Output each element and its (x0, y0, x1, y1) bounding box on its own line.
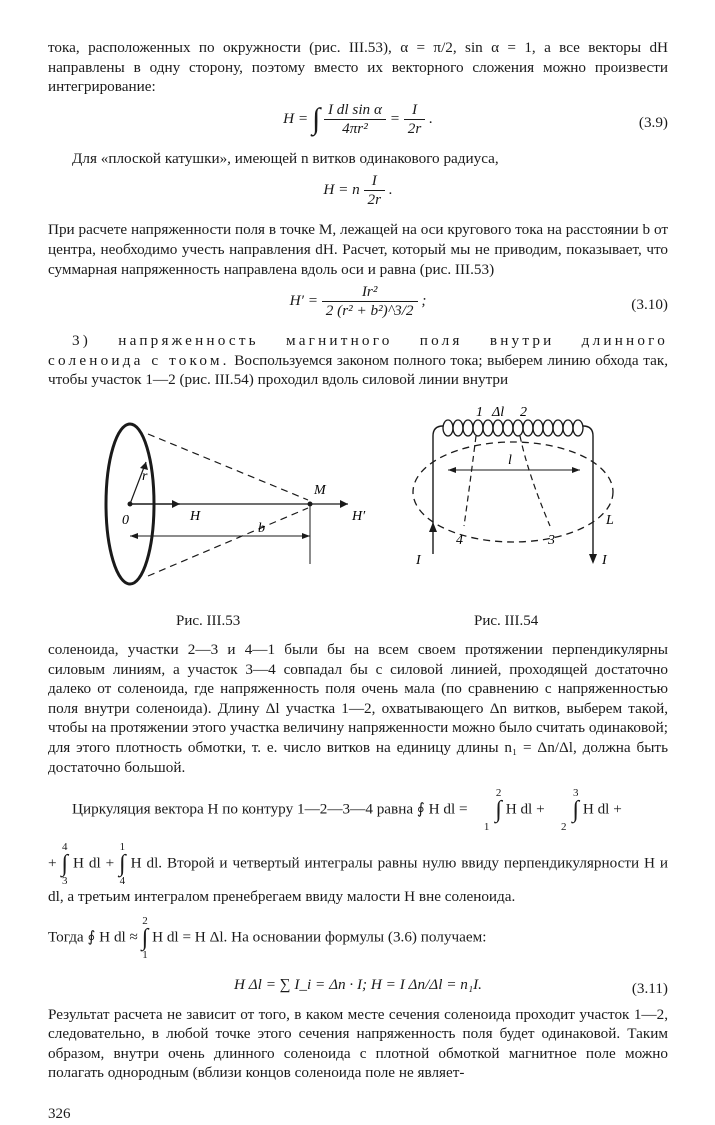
eq39-numerator-2: I (404, 101, 426, 120)
limit-bottom: 1 (142, 948, 148, 961)
fig54-label-3: 3 (548, 532, 555, 548)
circulation-text-d: H dl + (73, 854, 115, 872)
eq310-fraction (322, 283, 418, 320)
limit-top: 1 (119, 841, 126, 854)
fig54-label-l: l (508, 452, 512, 468)
equation-number-3-10: (3.10) (631, 296, 668, 314)
paragraph-4 (48, 331, 668, 390)
integral-4-1: 1 ∫ 4 (119, 841, 126, 888)
caption-fig-iii-54: Рис. III.54 (474, 612, 539, 629)
paragraph-2: Для «плоской катушки», имеющей n витков одинакового радиуса, (72, 149, 499, 167)
limit-top: 2 (495, 787, 502, 800)
fig54-label-L: L (606, 512, 614, 528)
fig53-label-r: r (142, 468, 148, 484)
eq310-denominator: 2 (r² + b²)^3/2 (325, 302, 414, 320)
paragraph-5: соленоида, участки 2—3 и 4—1 были бы на всем своем протяжении перпендикулярны силовым линиям, а участок 3—4 совпадал бы с силовой линией, проходящей достаточно далеко от соленоида, где напряженность поля очень мала (по сравнению с напряженностью поля внутри соленоида). Длину Δl участка 1—2, охватывающего Δn витков, выберем такой, чтобы на протяжении этого участка величину напряженности можно было считать одинаковой; для этого плотность обмотки, т. е. число витков на единицу длины n₁ = Δn/Δl, должна быть достаточно большой. (48, 640, 668, 776)
circulation-text-a: Циркуляция вектора H по контуру 1—2—3—4 равна ∮ H dl = (72, 800, 468, 818)
equation-3-11 (48, 967, 668, 1001)
fig54-label-i-left: I (416, 552, 421, 568)
limit-bottom: 2 (560, 821, 567, 834)
eq311-body: H Δl = ∑ I_i = Δn · I; H = I Δn/Δl = n₁I. (234, 975, 482, 993)
then-text: Тогда ∮ H dl ≈ (48, 928, 138, 946)
limit-bottom: 1 (483, 821, 490, 834)
equation-3-10 (48, 283, 668, 327)
eq39-end: . (429, 109, 433, 127)
eqcoil-numerator: I (364, 172, 386, 191)
fig54-label-i-right: I (602, 552, 607, 568)
paragraph-6 (48, 787, 668, 833)
page-body (48, 38, 668, 1125)
fig53-label-m: M (314, 482, 326, 498)
page-number: 326 (48, 1106, 71, 1123)
eq39-fraction-2 (404, 101, 426, 138)
paragraph-8 (48, 915, 668, 961)
eq39-denominator-2: 2r (407, 119, 422, 137)
equation-number-3-9: (3.9) (638, 113, 668, 131)
figure-iii-53 (78, 404, 378, 604)
then-text-rest: H dl = H Δl. На основании формулы (3.6) получаем: (152, 928, 487, 946)
equation-3-9 (48, 101, 668, 145)
eqcoil-fraction (364, 172, 386, 209)
eq310-numerator: Ir² (322, 283, 418, 302)
fig54-label-1: 1 (476, 404, 483, 420)
caption-fig-iii-53: Рис. III.53 (176, 612, 241, 629)
circulation-text-b: H dl + (505, 800, 545, 818)
integral-1-2: 2 ∫ 1 (483, 787, 502, 834)
plus-sign: + (48, 854, 57, 872)
eq39-lhs: H = (283, 109, 309, 127)
fig54-label-4: 4 (456, 532, 463, 548)
limit-top: 2 (142, 914, 148, 927)
fig53-label-hp: H′ (352, 508, 366, 524)
eqcoil-lhs: H = n (323, 181, 360, 199)
paragraph-7 (48, 841, 668, 907)
fig54-label-2: 2 (520, 404, 527, 420)
eqcoil-end: . (388, 181, 393, 199)
figures-row (48, 404, 668, 634)
integral-2-3: 3 ∫ 2 (560, 787, 580, 834)
equation-number-3-11: (3.11) (631, 979, 668, 997)
equation-coil (48, 172, 668, 216)
limit-bottom: 4 (119, 875, 126, 888)
fig53-label-b: b (258, 520, 265, 536)
fig54-label-dl: Δl (492, 404, 505, 420)
paragraph-4-spaced: 3) напряженность магнитного поля внутри длинного соленоида с током. (48, 332, 668, 369)
integral-sign: ∫ (311, 102, 321, 136)
fig53-label-o: 0 (122, 512, 129, 528)
paragraph-3: При расчете напряженности поля в точке M, лежащей на оси кругового тока на расстоянии b от центра, необходимо учесть направления dH. Расчет, который мы не приводим, показывает, что суммарная напряженность направлена вдоль оси и равна (рис. III.53) (48, 221, 668, 278)
eq39-denominator-1: 4πr² (342, 119, 368, 137)
circulation-text-c: H dl + (582, 800, 622, 818)
limit-top: 4 (62, 841, 68, 854)
eq310-end: ; (421, 292, 427, 310)
eq39-equals: = (389, 109, 400, 127)
limit-top: 3 (572, 787, 579, 800)
integral-3-4: 4 ∫ 3 (61, 841, 69, 888)
paragraph-1: тока, расположенных по окружности (рис. III.53), α = π/2, sin α = 1, а все векторы dH направлены в одну сторону, поэтому вместо их векторного сложения можно произвести интегрирование: (48, 39, 668, 96)
circulation-text-e: H dl. Второй и четвертый интегралы равны нулю ввиду перпендикулярности H и dl, а третьим интегралом пренебрегаем ввиду малости H вне соленоида. (48, 854, 669, 906)
eqcoil-denominator: 2r (367, 191, 382, 209)
fig53-label-h: H (190, 508, 201, 524)
paragraph-4-rest: Воспользуемся законом полного тока; выберем линию обхода так, чтобы участок 1—2 (рис. III.54) проходил вдоль силовой линии внутри (48, 351, 668, 389)
eq39-fraction-1 (324, 101, 386, 138)
figure-iii-54 (408, 404, 648, 604)
eq39-numerator-1: I dl sin α (324, 101, 386, 120)
limit-bottom: 3 (62, 875, 68, 888)
integral-1-2b: 2 ∫ 1 (141, 914, 149, 961)
eq310-lhs: H′ = (289, 292, 318, 310)
paragraph-9: Результат расчета не зависит от того, в каком месте сечения соленоида проходит участок 1—2, следовательно, в любой точке этого сечения напряженность поля будет одинаковой. Таким образом, внутри очень длинного соленоида с плотной обмоткой магнитное поле можно полагать однородным (вблизи концов соленоида поле не являет- (48, 1005, 668, 1082)
